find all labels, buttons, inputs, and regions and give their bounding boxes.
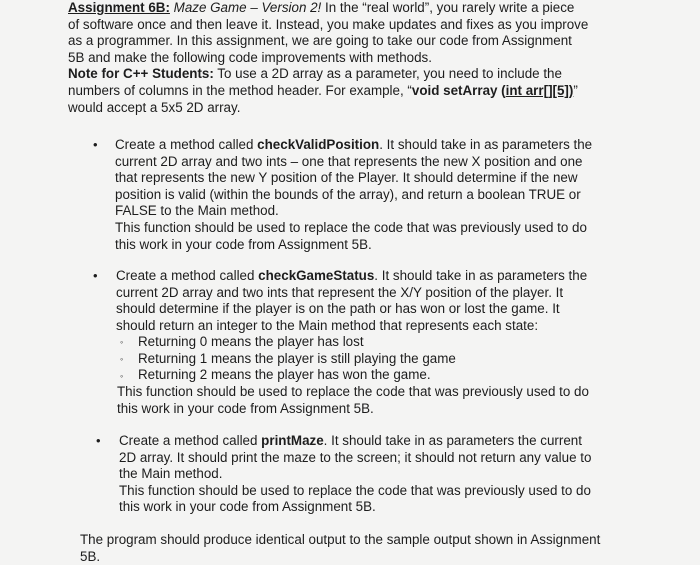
bullet-marker: • [93, 137, 98, 152]
closing-line-2: 5B. [80, 548, 101, 564]
closing-line-1: The program should produce identical output to the sample output shown in Assignment [80, 532, 601, 547]
bullet-text: Create a method called [119, 433, 262, 448]
bullet-text: Create a method called [116, 268, 259, 283]
bullet-line: this work in your code from Assignment 5B. [119, 499, 376, 515]
bullet-text: . It should take in as parameters the current [323, 433, 582, 448]
method-name: printMaze [261, 433, 324, 448]
intro-line-4: 5B and make the following code improvements with methods. [68, 49, 432, 65]
status-list [138, 334, 678, 384]
bullet-line: current 2D array and two ints – one that represents the new X position and one [115, 153, 583, 169]
bullet-text: Create a method called [115, 137, 258, 152]
bullet-text: . It should take in as parameters the [379, 137, 593, 152]
bullet-line [119, 433, 699, 450]
method-name: checkValidPosition [257, 137, 380, 152]
intro-line-7: would accept a 5x5 2D array. [68, 99, 241, 115]
status-item-playing: Returning 1 means the player is still playing the game [138, 350, 456, 366]
bullet-item-check-game-status [116, 268, 696, 334]
bullet-line: This function should be used to replace the code that was previously used to do [117, 384, 589, 399]
method-name: checkGameStatus [258, 268, 375, 283]
sub-bullet-marker: ◦ [120, 337, 124, 347]
bullet-item-check-valid-position [115, 137, 695, 253]
sub-bullet-marker: ◦ [120, 354, 124, 364]
bullet-line [115, 137, 695, 154]
code-example-a: void setArray ( [411, 82, 506, 98]
code-example-b: int arr[][5]) [505, 82, 574, 98]
bullet-line: FALSE to the Main method. [115, 203, 279, 219]
bullet-line: this work in your code from Assignment 5B. [117, 400, 374, 416]
bullet-line: 2D array. It should print the maze to the screen; it should not return any value to [119, 449, 592, 465]
bullet-line: should return an integer to the Main method that represents each state: [116, 317, 539, 333]
example-line [68, 83, 698, 100]
bullet-line [116, 268, 696, 285]
example-end-quote: ” [573, 82, 578, 98]
intro-line-2: of software once and then leave it. Instead, you make updates and fixes as you improve [68, 16, 589, 32]
bullet-marker: • [96, 433, 101, 448]
note-label: Note for C++ Students: [68, 66, 214, 82]
bullet-line: that represents the new Y position of the Player. It should determine if the new [115, 170, 578, 186]
bullet-marker: • [93, 268, 98, 283]
bullet-line: current 2D array and two ints that represent the X/Y position of the player. It [116, 284, 564, 300]
sub-bullet-marker: ◦ [120, 371, 124, 381]
bullet-line: should determine if the player is on the path or has won or lost the game. It [116, 301, 560, 317]
bullet-line: this work in your code from Assignment 5B. [115, 236, 372, 252]
bullet-line: This function should be used to replace the code that was previously used to do [119, 482, 591, 498]
example-text: numbers of columns in the method header. For example, “ [68, 82, 412, 98]
closing-paragraph [80, 532, 695, 565]
assignment-subtitle: Maze Game – Version 2! [173, 0, 322, 15]
bullet-item-print-maze [119, 433, 699, 516]
intro-line-3: as a programmer. In this assignment, we are going to take our code from Assignment [68, 33, 572, 49]
bullet-text: . It should take in as parameters the [374, 268, 588, 283]
intro-line-1 [68, 0, 698, 17]
note-line [68, 66, 698, 83]
bullet-item-check-game-status-footer [117, 384, 697, 417]
bullet-line: position is valid (within the bounds of the array), and return a boolean TRUE or [115, 186, 581, 202]
bullet-line: the Main method. [119, 466, 223, 482]
bullet-line: This function should be used to replace the code that was previously used to do [115, 219, 587, 235]
note-text: To use a 2D array as a parameter, you need to include the [213, 66, 562, 82]
intro-paragraph [68, 0, 698, 116]
intro-text: In the “real world”, you rarely write a piece [321, 0, 575, 15]
assignment-title: Assignment 6B: [68, 0, 170, 15]
status-item-lost: Returning 0 means the player has lost [138, 334, 364, 349]
status-item-won: Returning 2 means the player has won the game. [138, 367, 431, 383]
